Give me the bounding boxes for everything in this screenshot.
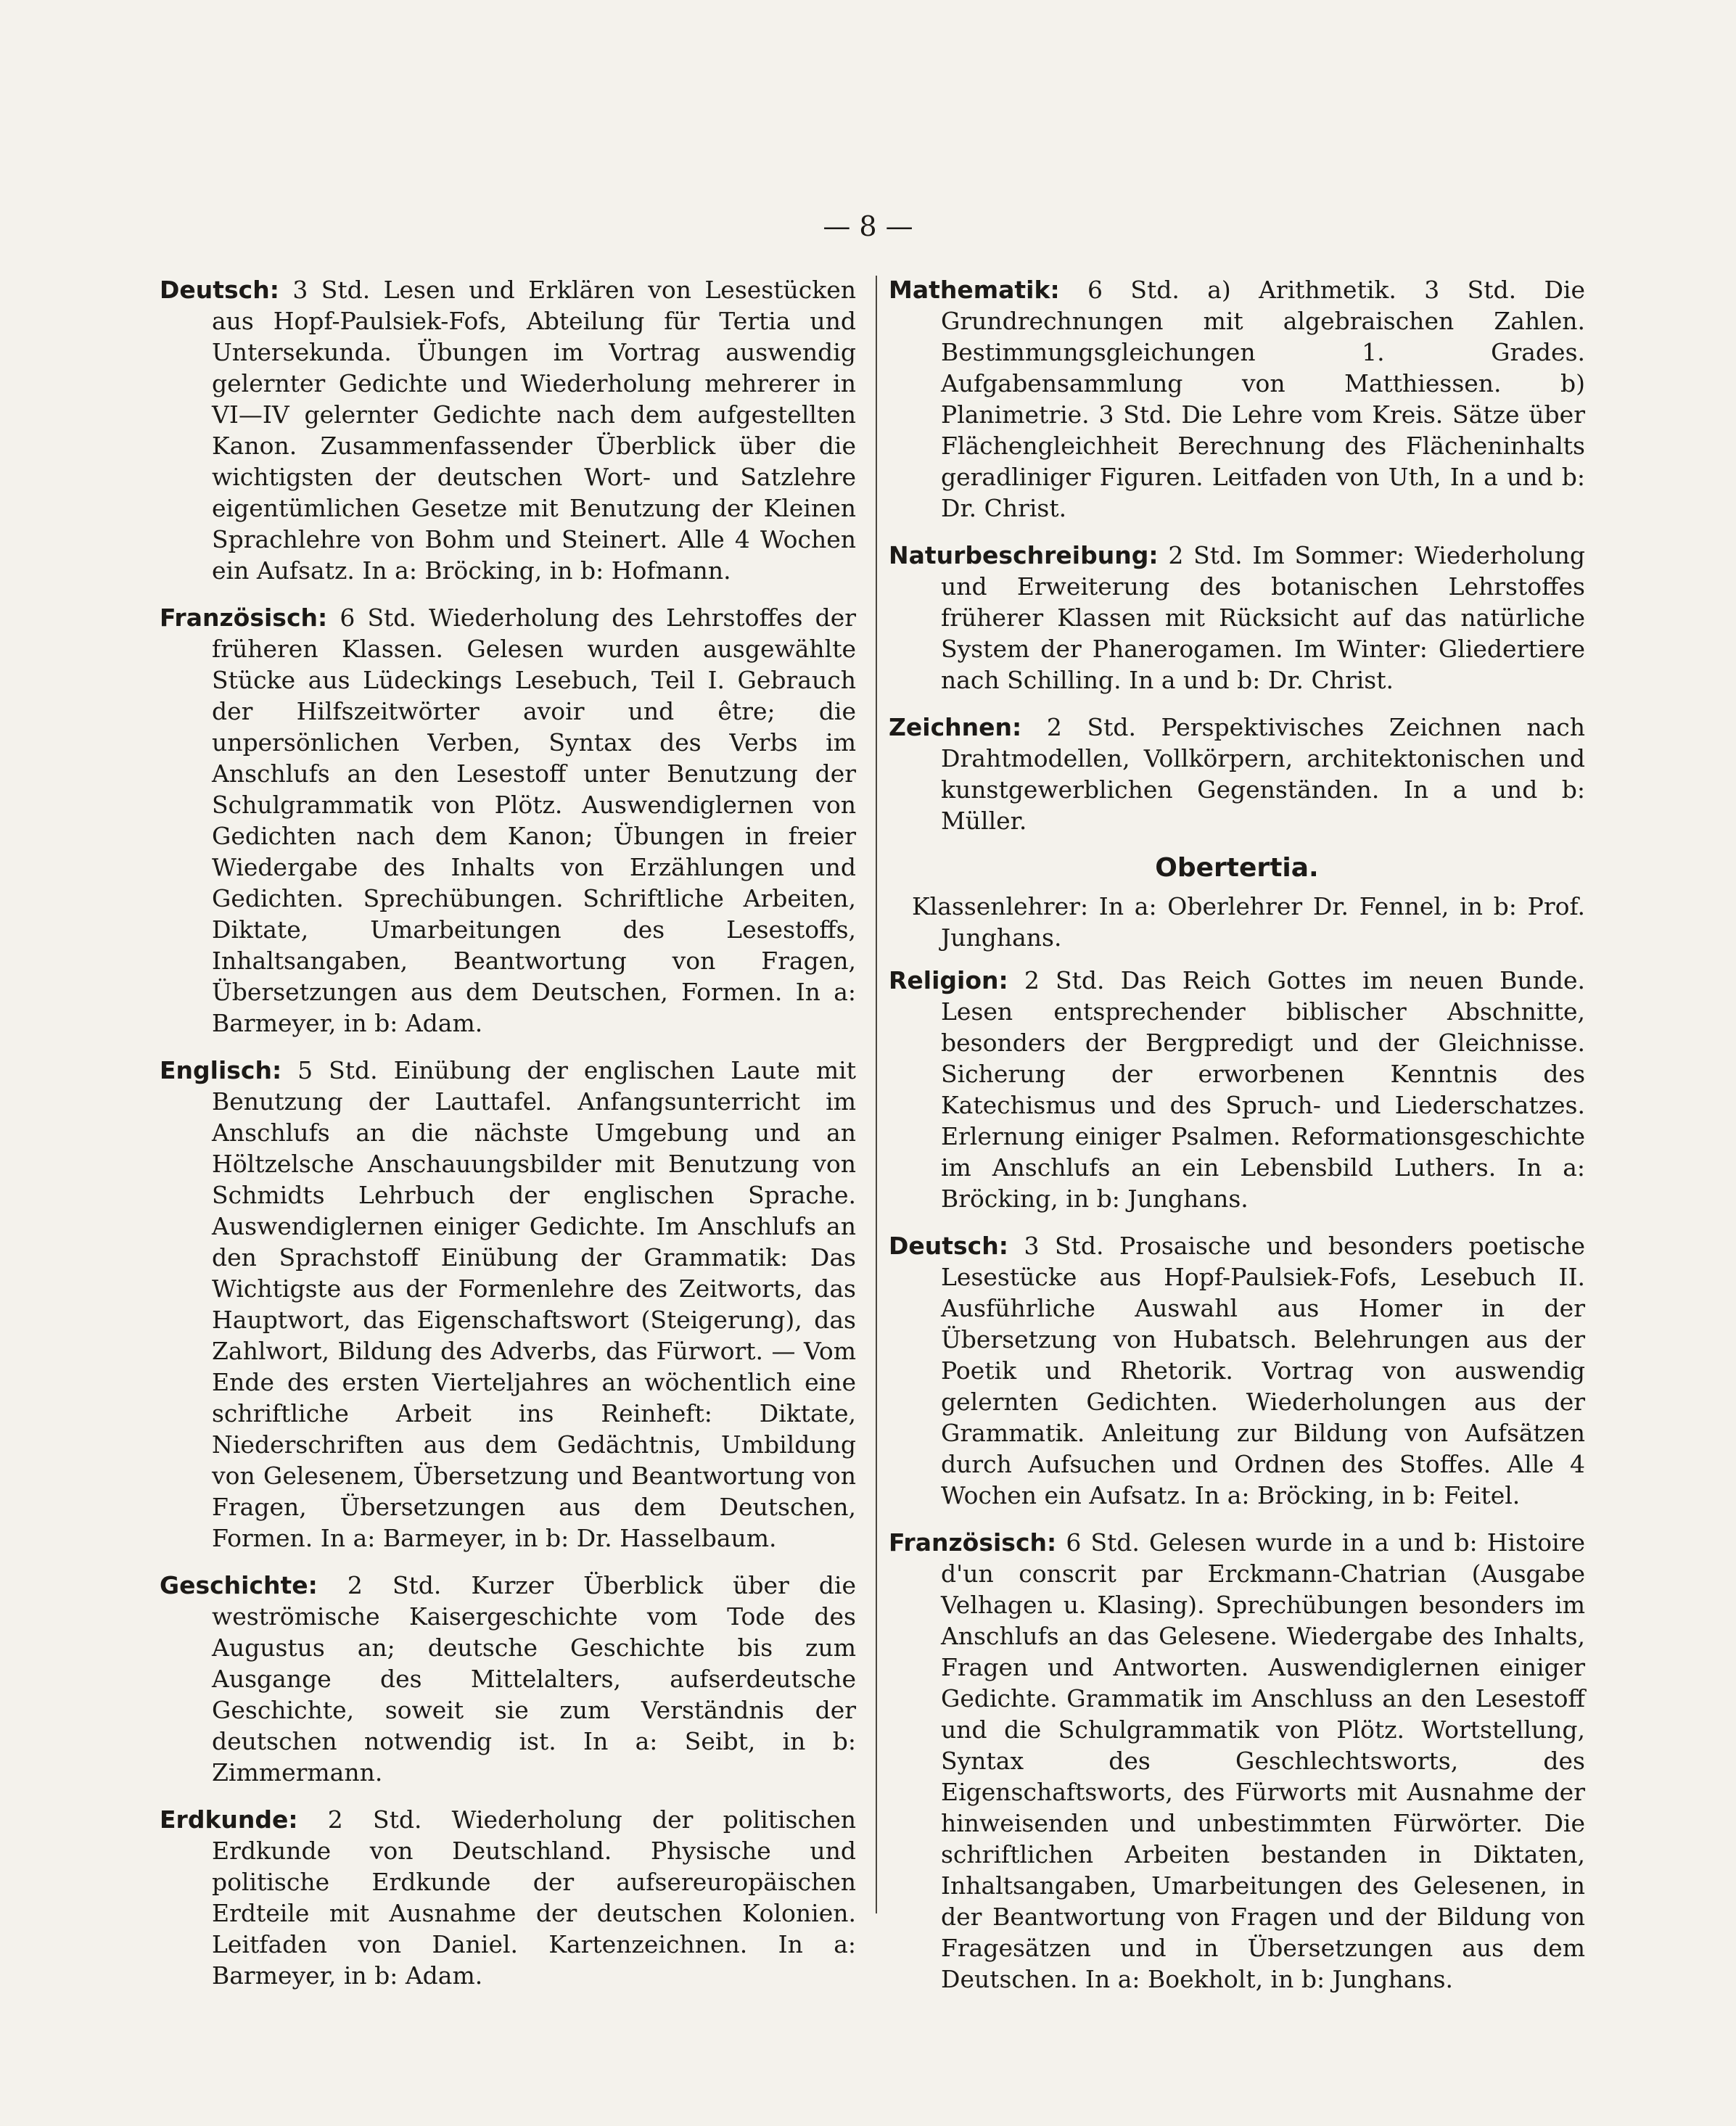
subject-entry	[889, 1230, 1585, 1511]
class-teacher-line: Klassenlehrer: In a: Oberlehrer Dr. Fennel, in b: Prof. Junghans.	[912, 892, 1585, 952]
subject-label: Erdkunde:	[160, 1805, 298, 1834]
subject-text: 6 Std. Wiederholung des Lehrstoffes der früheren Klassen. Gelesen wurden ausgewählte Stücke aus Lüdeckings Lesebuch, Teil I. Gebrauch der Hilfszeitwörter avoir und être; die unpersönlichen Verben, Syntax des Verbs im Anschlufs an den Lesestoff unter Benutzung der Schulgrammatik von Plötz. Auswendiglernen von Gedichten nach dem Kanon; Übungen in freier Wiedergabe des Inhalts von Erzählungen und Gedichten. Sprechübungen. Schriftliche Arbeiten, Diktate, Umarbeitungen des Lesestoffs, Inhaltsangaben, Beantwortung von Fragen, Übersetzungen aus dem Deutschen, Formen. In a: Barmeyer, in b: Adam.	[212, 603, 856, 1037]
subject-entry	[889, 540, 1585, 696]
subject-label: Deutsch:	[889, 1232, 1008, 1260]
subject-entry	[889, 1527, 1585, 1995]
subject-label: Religion:	[889, 966, 1008, 994]
subject-text: 2 Std. Perspektivisches Zeichnen nach Drahtmodellen, Vollkörpern, architektonischen und kunstgewerblichen Gegenständen. In a und b: Müller.	[941, 713, 1585, 835]
subject-entry	[160, 274, 856, 586]
left-column	[160, 274, 856, 2007]
subject-text: 3 Std. Lesen und Erklären von Lesestücken aus Hopf-Paulsiek-Fofs, Abteilung für Tertia und Untersekunda. Übungen im Vortrag auswendig gelernter Gedichte und Wiederholung mehrerer in VI—IV gelernter Gedichte nach dem aufgestellten Kanon. Zusammenfassender Überblick über die wichtigsten der deutschen Wort- und Satzlehre eigentümlichen Gesetze mit Benutzung der Kleinen Sprachlehre von Bohm und Steinert. Alle 4 Wochen ein Aufsatz. In a: Bröcking, in b: Hofmann.	[212, 276, 856, 585]
subject-label: Englisch:	[160, 1056, 282, 1084]
subject-text: 5 Std. Einübung der englischen Laute mit Benutzung der Lauttafel. Anfangsunterricht im Anschlufs an die nächste Umgebung und an Höltzelsche Anschauungsbilder mit Benutzung von Schmidts Lehrbuch der englischen Sprache. Auswendiglernen einiger Gedichte. Im Anschlufs an den Sprachstoff Einübung der Grammatik: Das Wichtigste aus der Formenlehre des Zeitworts, das Hauptwort, das Eigenschaftswort (Steigerung), das Zahlwort, Bildung des Adverbs, das Fürwort. — Vom Ende des ersten Vierteljahres an wöchentlich eine schriftliche Arbeit ins Reinheft: Diktate, Niederschriften aus dem Gedächtnis, Umbildung von Gelesenem, Übersetzung und Beantwortung von Fragen, Übersetzungen aus dem Deutschen, Formen. In a: Barmeyer, in b: Dr. Hasselbaum.	[212, 1056, 856, 1552]
subject-entry	[160, 1570, 856, 1788]
subject-entry	[160, 602, 856, 1039]
subject-entry	[160, 1804, 856, 1991]
page-number: — 8 —	[823, 210, 913, 242]
subject-text: 3 Std. Prosaische und besonders poetische Lesestücke aus Hopf-Paulsiek-Fofs, Lesebuch II. Ausführliche Auswahl aus Homer in der Übersetzung von Hubatsch. Belehrungen aus der Poetik und Rhetorik. Vortrag von auswendig gelernten Gedichten. Wiederholungen aus der Grammatik. Anleitung zur Bildung von Aufsätzen durch Aufsuchen und Ordnen des Stoffes. Alle 4 Wochen ein Aufsatz. In a: Bröcking, in b: Feitel.	[941, 1232, 1585, 1509]
subject-label: Geschichte:	[160, 1571, 318, 1599]
subject-text: 2 Std. Kurzer Überblick über die weströmische Kaisergeschichte vom Tode des Augustus an; deutsche Geschichte bis zum Ausgange des Mittelalters, aufserdeutsche Geschichte, soweit sie zum Verständnis der deutschen notwendig ist. In a: Seibt, in b: Zimmermann.	[212, 1571, 856, 1787]
subject-label: Deutsch:	[160, 276, 279, 304]
subject-entry	[889, 712, 1585, 836]
subject-text: 2 Std. Das Reich Gottes im neuen Bunde. Lesen entsprechender biblischer Abschnitte, besonders der Bergpredigt und der Gleichnisse. Sicherung der erworbenen Kenntnis des Katechismus und des Spruch- und Liederschatzes. Erlernung einiger Psalmen. Reformationsgeschichte im Anschlufs an ein Lebensbild Luthers. In a: Bröcking, in b: Junghans.	[941, 966, 1586, 1213]
subject-label: Mathematik:	[889, 276, 1060, 304]
subject-label: Zeichnen:	[889, 713, 1022, 741]
subject-text: 6 Std. a) Arithmetik. 3 Std. Die Grundrechnungen mit algebraischen Zahlen. Bestimmungsgleichungen 1. Grades. Aufgabensammlung von Matthiessen. b) Planimetrie. 3 Std. Die Lehre vom Kreis. Sätze über Flächengleichheit Berechnung des Flächeninhalts geradliniger Figuren. Leitfaden von Uth, In a und b: Dr. Christ.	[941, 276, 1585, 522]
subject-label: Naturbeschreibung:	[889, 541, 1159, 569]
subject-label: Französisch:	[160, 603, 328, 632]
subject-entry	[160, 1055, 856, 1554]
subject-text: 2 Std. Wiederholung der politischen Erdkunde von Deutschland. Physische und politische Erdkunde der aufsereuropäischen Erdteile mit Ausnahme der deutschen Kolonien. Leitfaden von Daniel. Kartenzeichnen. In a: Barmeyer, in b: Adam.	[212, 1805, 856, 1990]
subject-entry	[889, 965, 1585, 1214]
column-divider	[876, 276, 877, 1913]
subject-label: Französisch:	[889, 1528, 1057, 1557]
subject-text: 2 Std. Im Sommer: Wiederholung und Erweiterung des botanischen Lehrstoffes früherer Klassen mit Rücksicht auf das natürliche System der Phanerogamen. Im Winter: Gliedertiere nach Schilling. In a und b: Dr. Christ.	[941, 541, 1585, 694]
subject-text: 6 Std. Gelesen wurde in a und b: Histoire d'un conscrit par Erckmann-Chatrian (Ausgabe Velhagen u. Klasing). Sprechübungen besonders im Anschlufs an das Gelesene. Wiedergabe des Inhalts, Fragen und Antworten. Auswendiglernen einiger Gedichte. Grammatik im Anschluss an den Lesestoff und die Schulgrammatik von Plötz. Wortstellung, Syntax des Geschlechtsworts, des Eigenschaftsworts, des Fürworts mit Ausnahme der hinweisenden und unbestimmten Fürwörter. Die schriftlichen Arbeiten bestanden in Diktaten, Inhaltsangaben, Umarbeitungen des Gelesenen, in der Beantwortung von Fragen und der Bildung von Fragesätzen und in Übersetzungen aus dem Deutschen. In a: Boekholt, in b: Junghans.	[941, 1528, 1585, 1993]
subject-entry	[889, 274, 1585, 524]
section-title: Obertertia.	[1155, 853, 1319, 883]
right-column	[889, 274, 1585, 2011]
